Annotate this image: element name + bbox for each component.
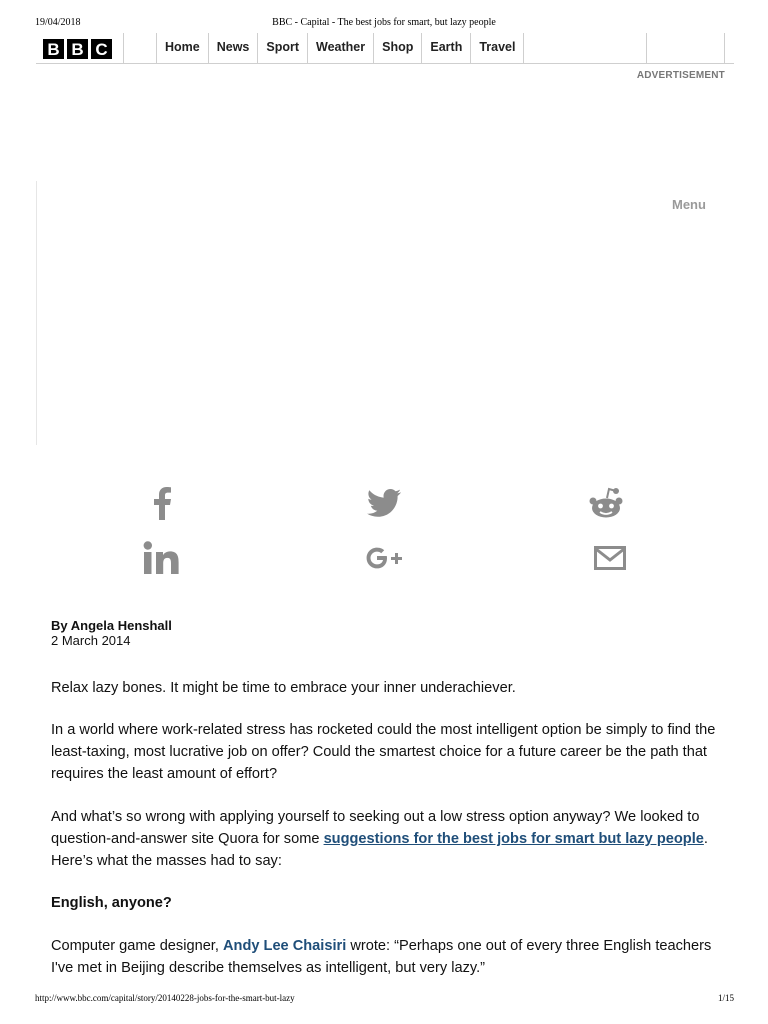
nav-item-travel[interactable]: Travel xyxy=(470,33,524,63)
print-url: http://www.bbc.com/capital/story/20140228-jobs-for-the-smart-but-lazy xyxy=(35,993,295,1003)
twitter-share-button[interactable] xyxy=(364,483,404,523)
article-paragraph: Relax lazy bones. It might be time to embrace your inner underachiever. xyxy=(51,680,516,696)
logo-letter: B xyxy=(67,39,88,59)
print-date: 19/04/2018 xyxy=(35,17,81,28)
print-title: BBC - Capital - The best jobs for smart, but lazy people xyxy=(272,17,496,28)
google-plus-icon xyxy=(366,547,402,569)
article-date: 2 March 2014 xyxy=(51,633,131,648)
content-divider xyxy=(36,181,37,445)
section-heading: English, anyone? xyxy=(51,895,172,911)
linkedin-icon xyxy=(143,541,181,575)
logo-letter: C xyxy=(91,39,112,59)
article-body xyxy=(51,618,731,979)
facebook-icon xyxy=(151,486,173,520)
nav-item-weather[interactable]: Weather xyxy=(307,33,373,63)
reddit-icon xyxy=(588,487,624,519)
linkedin-share-button[interactable] xyxy=(142,538,182,578)
article-paragraph xyxy=(51,806,731,872)
article-paragraph xyxy=(51,935,731,979)
paragraph-text: And what’s so wrong with applying yourself to seeking out a low stress option anyway? We looked to question-and-answer site Quora for some xyxy=(51,809,700,847)
nav-item-home[interactable]: Home xyxy=(156,33,208,63)
author-profile-link[interactable]: Andy Lee Chaisiri xyxy=(222,938,347,954)
facebook-share-button[interactable] xyxy=(142,483,182,523)
paragraph-text: wrote: “Perhaps one out of every three English teachers I've met in Beijing describe themselves as intelligent, but very lazy.” xyxy=(51,938,712,976)
logo-letter: B xyxy=(43,39,64,59)
print-page-number: 1/15 xyxy=(717,993,734,1003)
google-plus-share-button[interactable] xyxy=(364,538,404,578)
bbc-navigation-bar xyxy=(36,33,734,64)
nav-item-earth[interactable]: Earth xyxy=(421,33,470,63)
advertisement-label: ADVERTISEMENT xyxy=(636,70,725,81)
nav-divider xyxy=(123,33,124,63)
menu-button[interactable]: Menu xyxy=(672,197,706,212)
nav-item-news[interactable]: News xyxy=(208,33,258,63)
twitter-icon xyxy=(367,489,401,517)
email-share-button[interactable] xyxy=(590,538,630,578)
paragraph-text: Computer game designer, xyxy=(51,938,223,954)
reddit-share-button[interactable] xyxy=(586,483,626,523)
article-byline: By Angela Henshall xyxy=(51,618,172,633)
paragraph-text: . Here’s what the masses had to say: xyxy=(51,831,708,869)
quora-suggestions-link[interactable]: suggestions for the best jobs for smart but lazy people xyxy=(323,831,704,847)
nav-divider xyxy=(724,33,725,63)
email-icon xyxy=(594,546,626,570)
nav-item-shop[interactable]: Shop xyxy=(373,33,421,63)
article-paragraph: In a world where work-related stress has rocketed could the most intelligent option be simply to find the least-taxing, most lucrative job on offer? Could the smartest choice for a future career be the path that requires the least amount of effort? xyxy=(51,722,716,782)
nav-divider xyxy=(646,33,647,63)
bbc-logo[interactable] xyxy=(43,39,112,59)
nav-item-sport[interactable]: Sport xyxy=(257,33,307,63)
main-nav xyxy=(156,33,524,63)
